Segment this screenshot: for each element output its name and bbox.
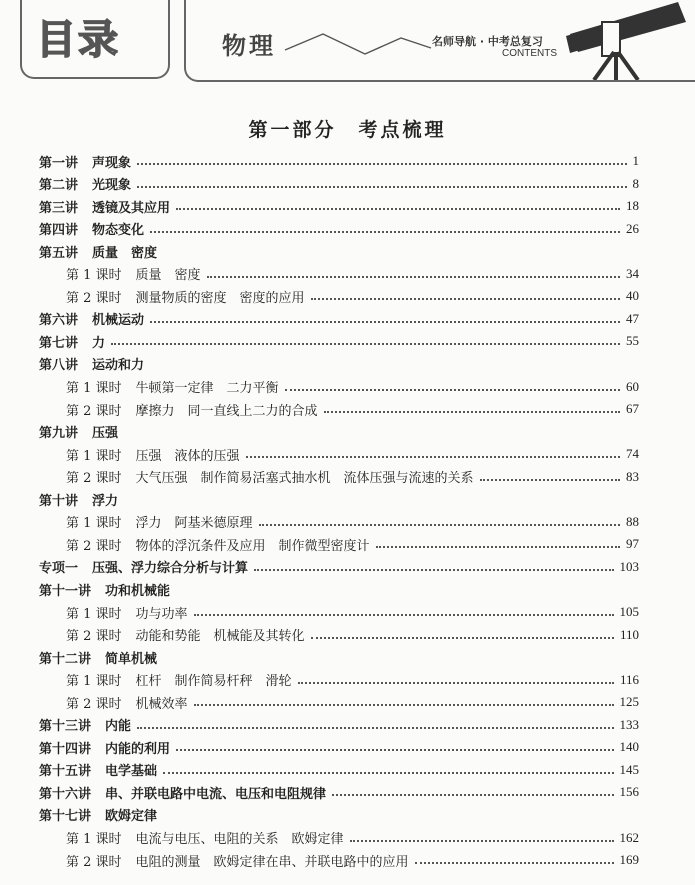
- toc-entry-number: 第 2 课时: [66, 696, 122, 712]
- toc-entry-number: 第 1 课时: [66, 516, 122, 532]
- toc-entry[interactable]: [66, 376, 639, 398]
- toc-entry[interactable]: [66, 533, 639, 555]
- dot-leader: [298, 682, 614, 684]
- toc-entry-number: 第五讲: [39, 245, 79, 261]
- toc-entry-title: 内能: [105, 719, 132, 735]
- series-tagline: 名师导航 · 中考总复习: [432, 35, 543, 48]
- toc-entry-title: 运动和力: [92, 358, 145, 374]
- toc-entry[interactable]: [66, 443, 639, 465]
- toc-entry[interactable]: [66, 669, 639, 691]
- toc-entry-title: 摩擦力 同一直线上二力的合成: [135, 403, 318, 419]
- toc-entry-page: 97: [626, 536, 639, 552]
- toc-entry-title: 机械效率: [135, 696, 188, 712]
- toc-entry[interactable]: [39, 556, 639, 578]
- toc-entry-page: 110: [619, 626, 639, 642]
- toc-entry-title: 浮力: [92, 493, 119, 509]
- dot-leader: [150, 321, 620, 323]
- dot-leader: [332, 794, 613, 796]
- toc-entry-number: 第 2 课时: [66, 854, 122, 870]
- toc-entry-page: 116: [619, 671, 639, 687]
- toc-entry-number: 第 2 课时: [66, 471, 122, 487]
- dot-leader: [254, 569, 613, 571]
- toc-entry-page: 105: [619, 604, 639, 619]
- toc-entry-page: 67: [626, 401, 639, 417]
- toc-entry-title: 测量物质的密度 密度的应用: [135, 290, 305, 306]
- toc-entry-number: 第 2 课时: [66, 403, 122, 419]
- toc-entry-number: 第八讲: [39, 358, 79, 374]
- dot-leader: [194, 614, 614, 616]
- toc-entry-title: 牛顿第一定律 二力平衡: [135, 381, 279, 396]
- dot-leader: [350, 840, 614, 842]
- toc-entry[interactable]: [66, 398, 639, 420]
- toc-entry-number: 第十三讲: [39, 719, 92, 735]
- toc-entry[interactable]: [66, 691, 639, 713]
- toc-entry-number: 第 1 课时: [66, 606, 122, 622]
- toc-entry[interactable]: [66, 624, 639, 646]
- dot-leader: [311, 298, 620, 300]
- toc-entry-title: 功与功率: [135, 606, 188, 622]
- toc-entry-number: 第十五讲: [39, 764, 92, 780]
- toc-entry-title: 浮力 阿基米德原理: [135, 516, 253, 532]
- toc-entry-title: 串、并联电路中电流、电压和电阻规律: [105, 786, 327, 802]
- toc-entry-title: 欧姆定律: [105, 809, 158, 825]
- toc-entry-title: 大气压强 制作简易活塞式抽水机 流体压强与流速的关系: [135, 471, 474, 487]
- toc-entry[interactable]: [39, 421, 118, 443]
- dot-leader: [176, 749, 613, 751]
- subject-title: 物理: [222, 32, 276, 60]
- toc-entry-number: 第一讲: [39, 155, 79, 171]
- toc-entry[interactable]: [39, 218, 639, 240]
- toc-entry[interactable]: [39, 173, 639, 195]
- toc-entry-page: 125: [619, 694, 639, 710]
- toc-entry-number: 第十四讲: [39, 741, 92, 757]
- dot-leader: [324, 411, 620, 413]
- toc-entry-number: 第七讲: [39, 335, 79, 351]
- toc-entry-title: 物态变化: [92, 223, 145, 239]
- toc-entry-page: 156: [619, 784, 639, 800]
- toc-entry[interactable]: [39, 150, 639, 172]
- dot-leader: [137, 727, 613, 729]
- toc-entry-number: 第二讲: [39, 178, 79, 194]
- toc-entry[interactable]: [39, 330, 639, 352]
- toc-entry[interactable]: [39, 195, 639, 217]
- toc-entry-title: 功和机械能: [105, 583, 171, 599]
- toc-entry-number: 第 1 课时: [66, 832, 122, 847]
- toc-entry-number: 第 1 课时: [66, 448, 122, 464]
- toc-entry-number: 第 1 课时: [66, 381, 122, 396]
- toc-entry-number: 第 2 课时: [66, 538, 122, 554]
- toc-entry[interactable]: [39, 646, 157, 668]
- toc-entry-page: 1: [632, 153, 639, 168]
- dot-leader: [376, 546, 620, 548]
- dot-leader: [259, 524, 620, 526]
- toc-entry[interactable]: [39, 240, 157, 262]
- toc-entry-page: 145: [619, 761, 639, 777]
- toc-entry-title: 电流与电压、电阻的关系 欧姆定律: [135, 832, 344, 847]
- toc-entry[interactable]: [39, 578, 170, 600]
- toc-entry[interactable]: [39, 353, 144, 375]
- toc-entry[interactable]: [39, 781, 639, 803]
- toc-entry[interactable]: [66, 263, 639, 285]
- toc-entry-page: 162: [619, 829, 639, 845]
- toc-entry-number: 第 2 课时: [66, 629, 122, 645]
- section-title: 第一部分 考点梳理: [248, 119, 447, 141]
- toc-entry-title: 光现象: [92, 178, 132, 194]
- toc-entry-number: 第 1 课时: [66, 268, 122, 284]
- toc-entry-title: 压强 液体的压强: [135, 448, 240, 464]
- toc-entry-page: 74: [626, 446, 639, 462]
- toc-entry-page: 26: [626, 220, 639, 236]
- toc-entry-title: 质量 密度: [92, 245, 158, 261]
- toc-entry-title: 压强: [92, 426, 119, 442]
- toc-entry-number: 第四讲: [39, 223, 79, 239]
- toc-entry-page: 18: [626, 198, 639, 214]
- toc-entry-number: 第六讲: [39, 313, 79, 329]
- toc-entry-page: 55: [626, 333, 639, 349]
- toc-entry-page: 88: [626, 513, 639, 529]
- toc-entry-page: 133: [619, 716, 639, 732]
- toc-entry-page: 103: [619, 558, 639, 574]
- dot-leader: [150, 231, 620, 233]
- toc-entry-number: 第 1 课时: [66, 674, 122, 690]
- dot-leader: [311, 637, 614, 639]
- toc-entry-number: 第三讲: [39, 200, 79, 216]
- toc-entry-page: 83: [626, 468, 639, 484]
- toc-entry-title: 质量 密度: [135, 268, 201, 284]
- toc-entry[interactable]: [66, 849, 639, 871]
- dot-leader: [207, 276, 620, 278]
- toc-entry-number: 专项一: [39, 561, 79, 577]
- toc-entry-page: 140: [619, 739, 639, 755]
- toc-entry[interactable]: [39, 804, 157, 826]
- toc-entry[interactable]: [39, 308, 639, 330]
- toc-entry-page: 47: [626, 310, 639, 326]
- toc-entry[interactable]: [66, 827, 639, 849]
- toc-entry[interactable]: [66, 285, 639, 307]
- toc-entry[interactable]: [39, 759, 639, 781]
- contents-label: CONTENTS: [502, 48, 557, 59]
- dot-leader: [246, 456, 620, 458]
- toc-entry-title: 动能和势能 机械能及其转化: [135, 629, 305, 645]
- zigzag-line-decoration: [283, 28, 433, 58]
- toc-entry-number: 第十六讲: [39, 786, 92, 802]
- dot-leader: [163, 772, 613, 774]
- toc-entry-title: 电学基础: [105, 764, 158, 780]
- dot-leader: [137, 186, 626, 188]
- toc-entry[interactable]: [66, 466, 639, 488]
- toc-entry-number: 第十七讲: [39, 809, 92, 825]
- page-title: 目录: [36, 17, 120, 63]
- toc-entry-page: 8: [632, 175, 639, 191]
- toc-entry[interactable]: [39, 488, 118, 510]
- toc-entry-title: 声现象: [92, 155, 132, 171]
- toc-entry-number: 第九讲: [39, 426, 79, 442]
- toc-entry[interactable]: [39, 714, 639, 736]
- dot-leader: [415, 862, 614, 864]
- toc-entry-number: 第十二讲: [39, 651, 92, 667]
- toc-entry-title: 简单机械: [105, 651, 158, 667]
- toc-entry-title: 物体的浮沉条件及应用 制作微型密度计: [135, 538, 370, 554]
- toc-entry-page: 40: [626, 288, 639, 304]
- toc-entry-page: 34: [626, 265, 639, 281]
- toc-entry[interactable]: [39, 736, 639, 758]
- toc-entry[interactable]: [66, 601, 639, 623]
- toc-entry-title: 电阻的测量 欧姆定律在串、并联电路中的应用: [135, 854, 409, 870]
- toc-entry-page: 169: [619, 852, 639, 868]
- toc-entry-page: 60: [626, 378, 639, 394]
- toc-entry-number: 第十讲: [39, 493, 79, 509]
- toc-entry-title: 内能的利用: [105, 741, 171, 757]
- toc-entry-title: 机械运动: [92, 313, 145, 329]
- dot-leader: [111, 343, 620, 345]
- toc-entry-title: 透镜及其应用: [92, 200, 171, 216]
- toc-entry[interactable]: [66, 511, 639, 533]
- toc-entry-title: 杠杆 制作简易杆秤 滑轮: [135, 674, 292, 690]
- telescope-icon: [560, 0, 695, 80]
- toc-entry-number: 第 2 课时: [66, 290, 122, 306]
- dot-leader: [480, 479, 620, 481]
- dot-leader: [176, 208, 620, 210]
- toc-entry-title: 压强、浮力综合分析与计算: [92, 561, 249, 577]
- dot-leader: [137, 163, 626, 165]
- dot-leader: [194, 704, 614, 706]
- dot-leader: [285, 389, 620, 391]
- toc-entry-title: 力: [92, 335, 106, 351]
- toc-entry-number: 第十一讲: [39, 583, 92, 599]
